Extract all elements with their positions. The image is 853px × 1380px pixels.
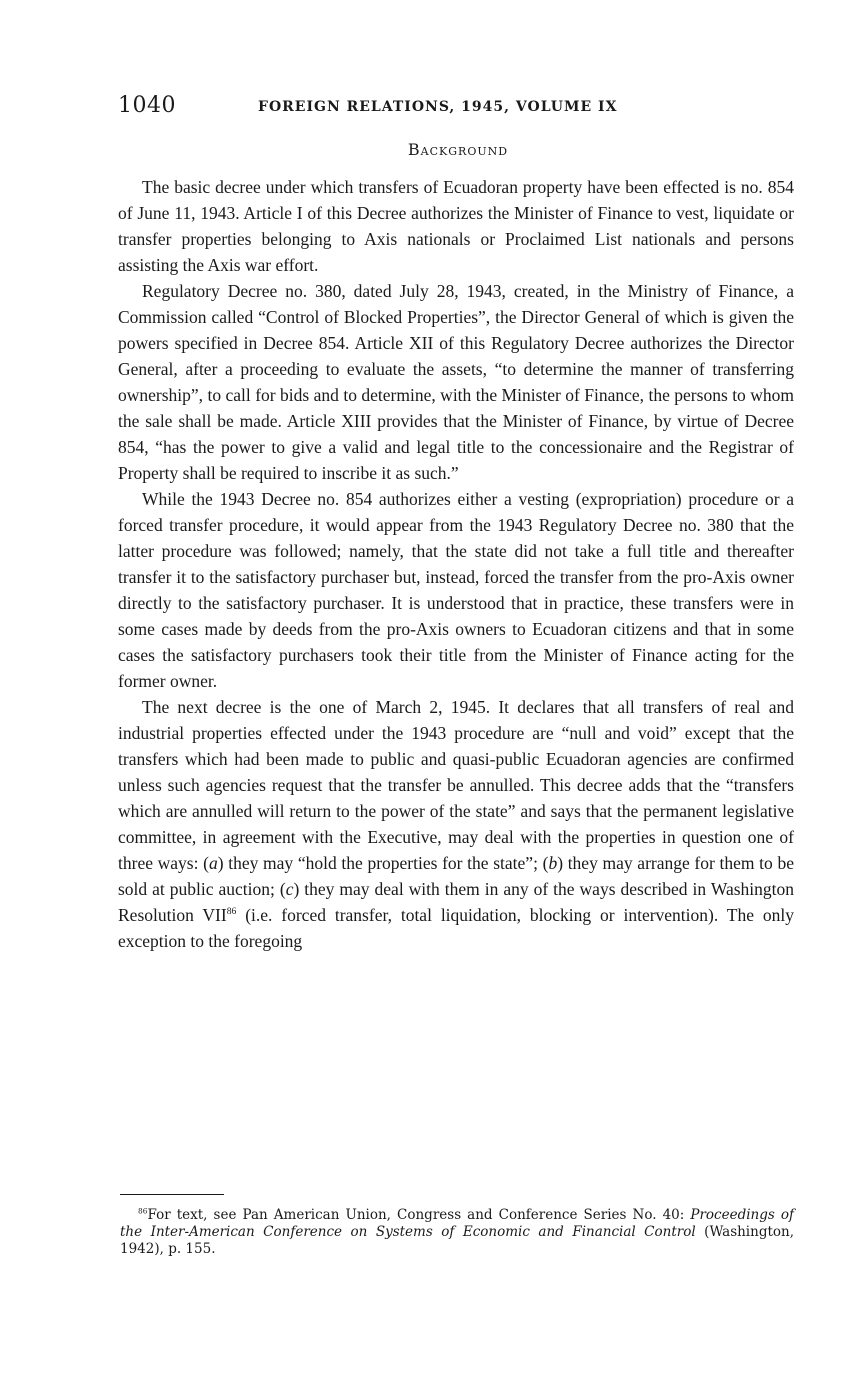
page-number: 1040	[118, 93, 176, 118]
footnote-reference[interactable]: 86	[226, 906, 237, 918]
paragraph-4-text: The next decree is the one of March 2, 1945. It declares that all transfers of real and industrial properties effected under the 1943 procedure are “null and void” except that the transfers which had been made to public and quasi-public Ecuadoran agencies are confirmed unless such agencies request that the transfer be annulled. This decree adds that the “transfers which are annulled will return to the power of the state” and says that the permanent legislative committee, in agreement with the Executive, may deal with the properties in question one of three ways: (	[118, 697, 794, 873]
paragraph-4-text: (i.e. forced transfer, total liquidation, blocking or intervention). The only exception to the foregoing	[118, 905, 794, 951]
page-header	[118, 93, 798, 119]
list-mark-c: c	[285, 879, 294, 899]
paragraph-4	[118, 694, 794, 954]
paragraph-1: The basic decree under which transfers of Ecuadoran property have been effected is no. 854 of June 11, 1943. Article I of this Decree authorizes the Minister of Finance to vest, liquidate or transfer properties belonging to Axis nationals or Proclaimed List nationals and persons assisting the Axis war effort.	[118, 177, 794, 275]
paragraph-4-text: ) they may “hold the properties for the state”; (	[217, 853, 549, 873]
footnote-tail: (Washington, 1942), p. 155.	[120, 1224, 795, 1257]
footnote-title: Proceedings of the Inter-American Conference on Systems of Economic and Financial Control	[120, 1207, 794, 1240]
paragraph-3: While the 1943 Decree no. 854 authorizes either a vesting (expropriation) procedure or a forced transfer procedure, it would appear from the 1943 Regulatory Decree no. 380 that the latter procedure was followed; namely, that the state did not take a full title and thereafter transfer it to the satisfactory purchaser but, instead, forced the transfer from the pro-Axis owner directly to the satisfactory purchaser. It is understood that in practice, these transfers were in some cases made by deeds from the pro-Axis owners to Ecuadoran citizens and that in some cases the satisfactory purchasers took their title from the Minister of Finance acting for the former owner.	[118, 489, 794, 691]
running-head: FOREIGN RELATIONS, 1945, VOLUME IX	[258, 99, 618, 115]
paragraph-2: Regulatory Decree no. 380, dated July 28, 1943, created, in the Ministry of Finance, a Commission called “Control of Blocked Properties”, the Director General of which is given the powers specified in Decree 854. Article XII of this Regulatory Decree authorizes the Director General, after a proceeding to evaluate the assets, “to determine the manner of transferring ownership”, to call for bids and to determine, with the Minister of Finance, the persons to whom the sale shall be made. Article XIII provides that the Minister of Finance, by virtue of Decree 854, “has the power to give a valid and legal title to the concessionaire and the Registrar of Property shall be required to inscribe it as such.”	[118, 281, 794, 483]
list-mark-a: a	[208, 853, 218, 873]
paragraph-4-text: ) they may arrange for them to be sold at public auction; (	[118, 853, 794, 899]
body-text	[118, 174, 794, 954]
footnote	[120, 1207, 794, 1258]
footnote-number: 86	[138, 1206, 148, 1216]
footnote-divider	[120, 1194, 224, 1195]
paragraph-4-text: ) they may deal with them in any of the ways described in Washington Resolution VII	[118, 879, 794, 925]
footnote-lead: For text, see Pan American Union, Congress and Conference Series No. 40:	[147, 1207, 691, 1223]
list-mark-b: b	[548, 853, 558, 873]
section-heading: Background	[407, 140, 509, 159]
